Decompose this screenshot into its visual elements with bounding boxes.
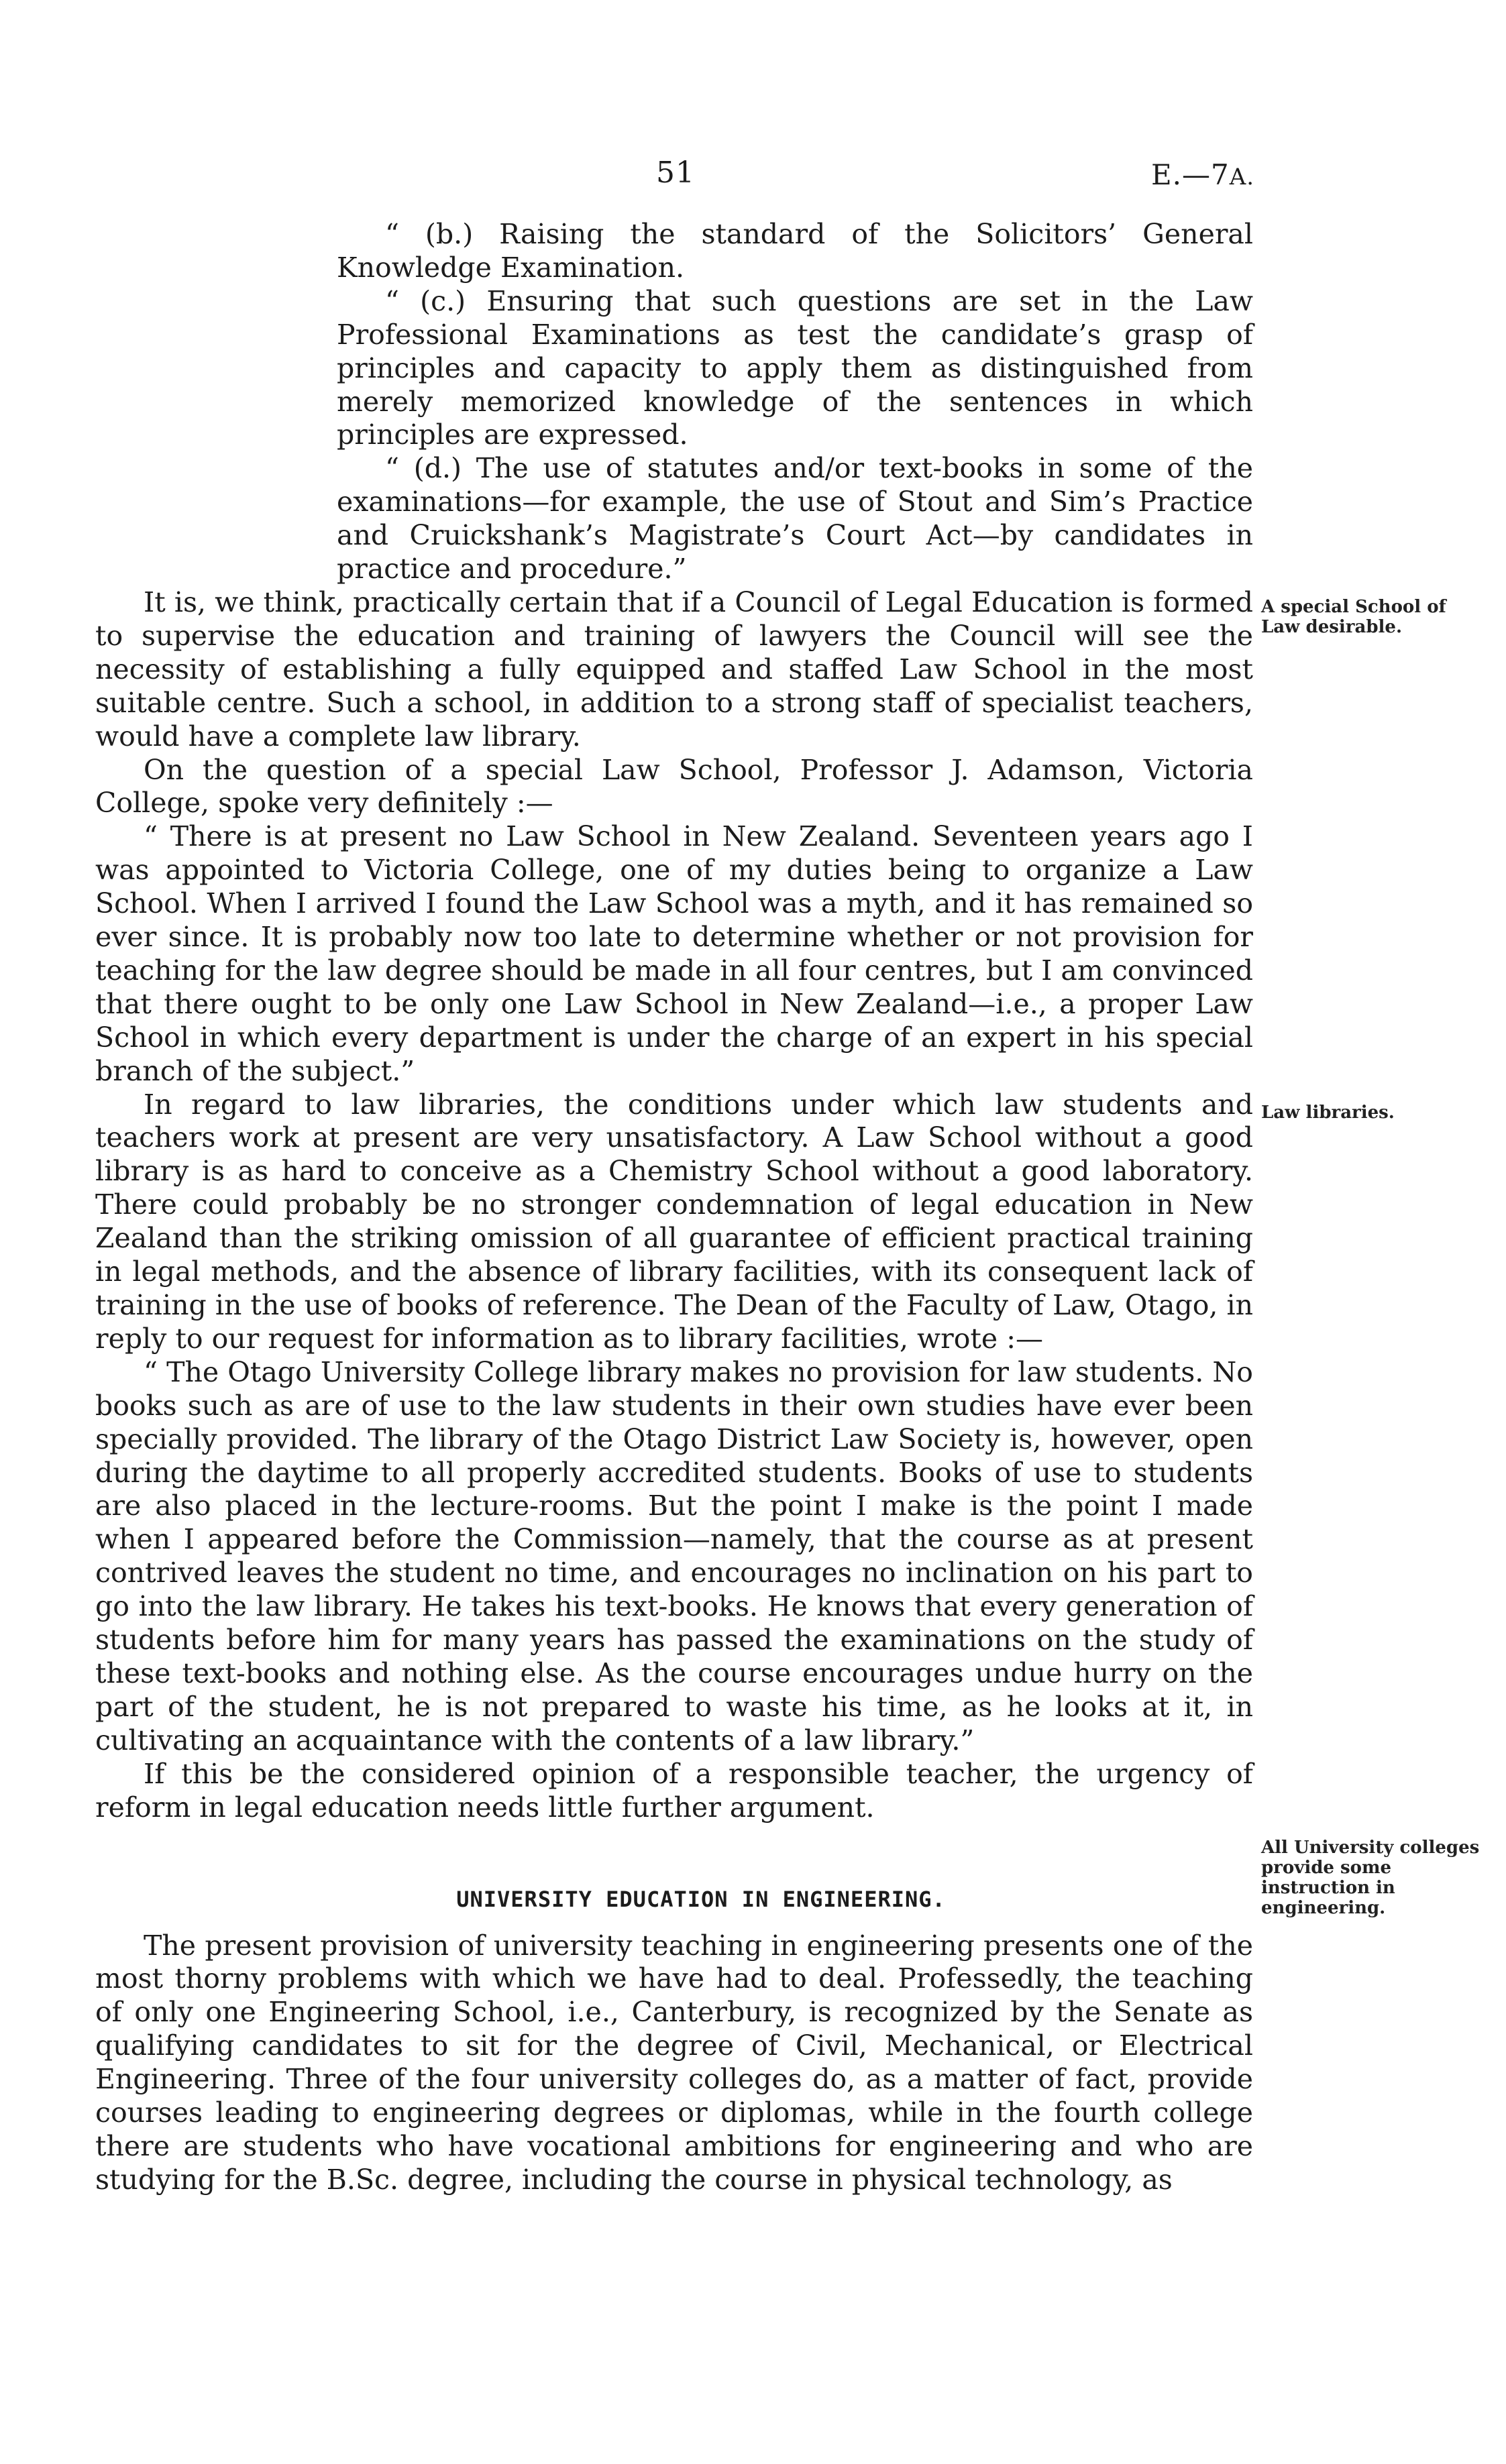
document-reference-suffix: A. bbox=[1229, 164, 1255, 190]
quote-item-b: “ (b.) Raising the standard of the Solicitors’ General Knowledge Examination. bbox=[337, 218, 1253, 284]
page-number: 51 bbox=[656, 156, 695, 190]
paragraph-law-libraries: In regard to law libraries, the conditions under which law students and teachers work at present are very unsatisfactory. A Law School without a good library is as hard to conceive as a Chemistry School without a good laboratory. There could probably be no stronger condemnation of legal education in New Zealand than the striking omission of all guarantee of efficient practical training in legal methods, and the absence of library facilities, with its consequent lack of training in the use of books of reference. The Dean of the Faculty of Law, Otago, in reply to our request for information as to library facilities, wrote :— bbox=[95, 1088, 1253, 1355]
side-note-engineering: All University colleges provide some instruction in engineering. bbox=[1261, 1838, 1480, 1918]
document-reference bbox=[1151, 158, 1254, 191]
paragraph-special-law-school: On the question of a special Law School, Professor J. Adamson, Victoria College, spoke very definitely :— bbox=[95, 753, 1253, 820]
paragraph-law-council: It is, we think, practically certain that if a Council of Legal Education is formed to supervise the education and training of lawyers the Council will see the necessity of establishing a fully equipped and staffed Law School in the most suitable centre. Such a school, in addition to a strong staff of specialist teachers, would have a complete law library. bbox=[95, 585, 1253, 752]
side-note-law-school: A special School of Law desirable. bbox=[1261, 597, 1446, 637]
body-text bbox=[95, 218, 1253, 2197]
quote-adamson: “ There is at present no Law School in New Zealand. Seventeen years ago I was appointed to Victoria College, one of my duties being to organize a Law School. When I arrived I found the Law School was a myth, and it has remained so ever since. It is probably now too late to determine whether or not provision for teaching for the law degree should be made in all four centres, but I am convinced that there ought to be only one Law School in New Zealand—i.e., a proper Law School in which every department is under the charge of an expert in his special branch of the subject.” bbox=[95, 820, 1253, 1087]
section-heading: UNIVERSITY EDUCATION IN ENGINEERING. bbox=[456, 1886, 946, 1912]
side-note-law-libraries: Law libraries. bbox=[1261, 1103, 1395, 1123]
quote-item-c: “ (c.) Ensuring that such questions are set in the Law Professional Examinations as test the candidate’s grasp of principles and capacity to apply them as distinguished from merely memorized knowledge of the sentences in which principles are expressed. bbox=[337, 284, 1253, 451]
paragraph-engineering: The present provision of university teaching in engineering presents one of the most thorny problems with which we have had to deal. Professedly, the teaching of only one Engineering School, i.e., Canterbury, is recognized by the Senate as qualifying candidates to sit for the degree of Civil, Mechanical, or Electrical Engineering. Three of the four university colleges do, as a matter of fact, provide courses leading to engineering degrees or diplomas, while in the fourth college there are students who have vocational ambitions for engineering and who are studying for the B.Sc. degree, including the course in physical technology, as bbox=[95, 1929, 1253, 2196]
page-header bbox=[0, 156, 1506, 196]
paragraph-reform-urgency: If this be the considered opinion of a responsible teacher, the urgency of reform in legal education needs little further argument. bbox=[95, 1757, 1253, 1824]
document-reference-main: E.—7 bbox=[1151, 158, 1230, 191]
quote-item-d: “ (d.) The use of statutes and/or text-books in some of the examinations—for example, the use of Stout and Sim’s Practice and Cruickshank’s Magistrate’s Court Act—by candidates in practice and procedure.” bbox=[337, 452, 1253, 585]
quote-otago-dean: “ The Otago University College library makes no provision for law students. No books such as are of use to the law students in their own studies have ever been specially provided. The library of the Otago District Law Society is, however, open during the daytime to all properly accredited students. Books of use to students are also placed in the lecture-rooms. But the point I make is the point I made when I appeared before the Commission—namely, that the course as at present contrived leaves the student no time, and encourages no inclination on his part to go into the law library. He takes his text-books. He knows that every generation of students before him for many years has passed the examinations on the study of these text-books and nothing else. As the course encourages undue hurry on the part of the student, he is not prepared to waste his time, as he looks at it, in cultivating an acquaintance with the contents of a law library.” bbox=[95, 1355, 1253, 1756]
